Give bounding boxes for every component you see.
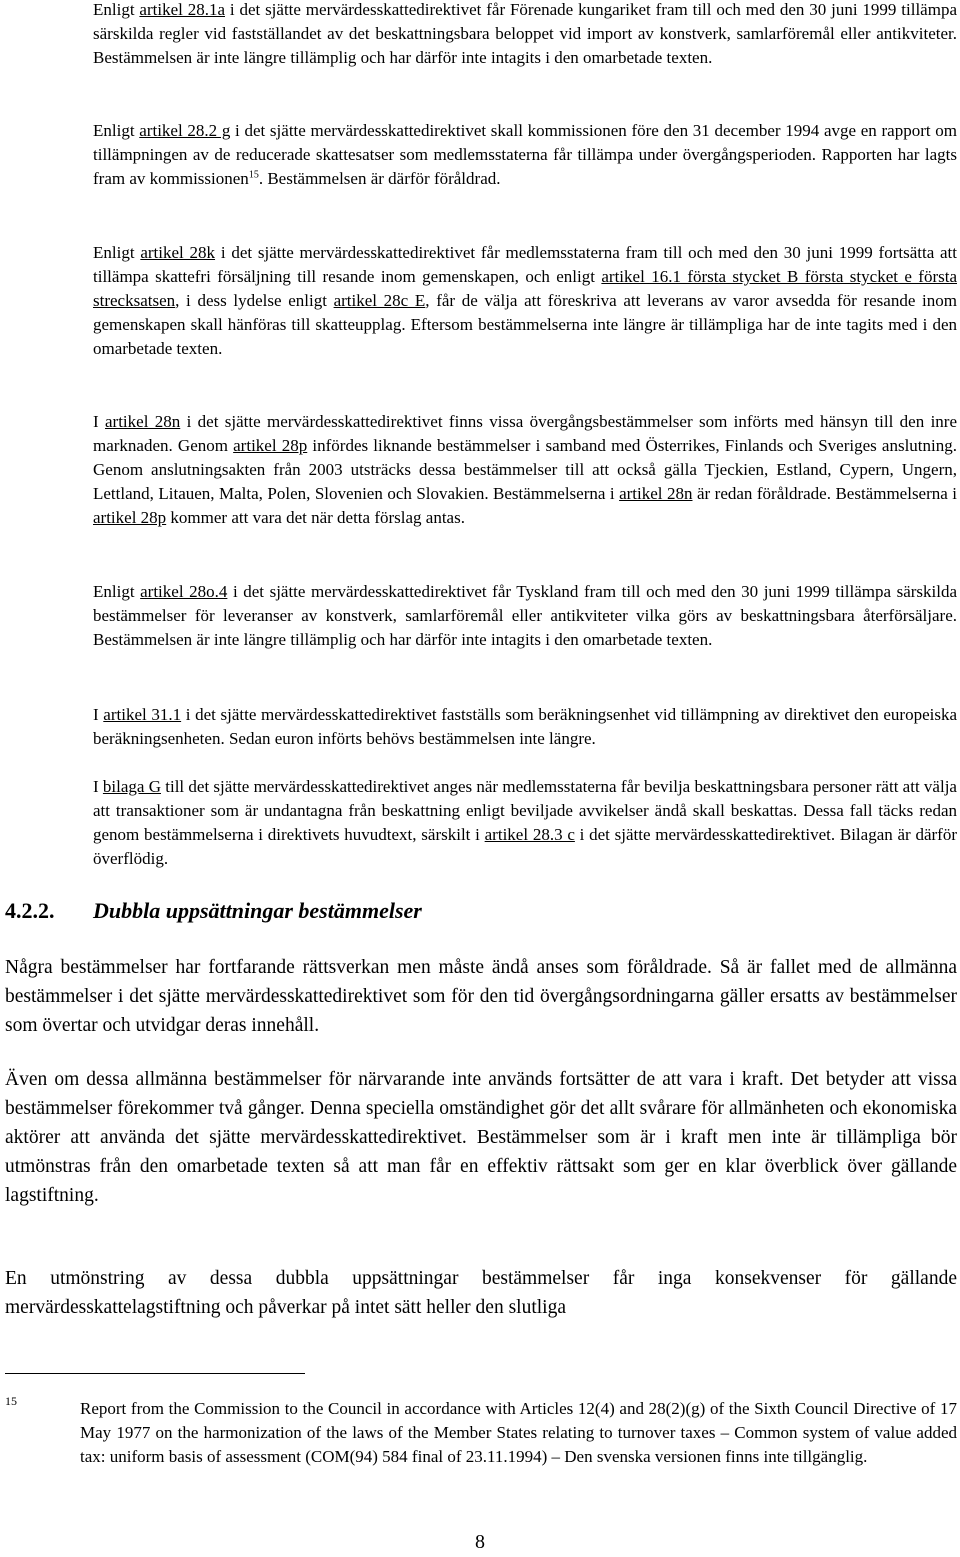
article-reference-link[interactable]: bilaga G bbox=[102, 777, 161, 796]
paragraph-article-28o4 bbox=[93, 580, 957, 652]
paragraph-text: i det sjätte mervärdesskattedirektivet får Tyskland fram till och med den 30 juni 1999 tillämpa särskilda bestämmelser för leveranser av konstverk, samlarföremål eller antikviteter vilka görs av beskattningsbara återförsäljare. Bestämmelsen är inte längre tillämplig och har därför inte intagits i den omarbetade texten. bbox=[93, 582, 958, 649]
section-heading bbox=[5, 898, 422, 924]
paragraph-text: infördes liknande bestämmelser i samband med Österrikes, Finlands och Sveriges anslutning. Genom anslutningsakten från 2003 utsträcks dessa bestämmelser till att också gälla Tjeckien, Estland, Cypern, Ungern, Lettland, Litauen, Malta, Polen, Slovenien och Slovakien. Bestämmelserna i bbox=[93, 436, 957, 503]
article-reference-link[interactable]: artikel 28p bbox=[233, 436, 308, 455]
paragraph-text: Enligt bbox=[93, 243, 141, 262]
article-reference-link[interactable]: artikel 28n bbox=[619, 484, 693, 503]
paragraph-text: i det sjätte mervärdesskattedirektivet får Förenade kungariket fram till och med den 30 juni 1999 tillämpa särskilda regler vid fastställandet av det beskattningsbara beloppet vid import av konstverk, samlarföremål eller antikviteter. Bestämmelsen är inte längre tillämplig och har därför inte intagits i den omarbetade texten. bbox=[93, 0, 957, 67]
article-reference-link[interactable]: artikel 28c E bbox=[333, 291, 426, 310]
article-reference-link[interactable]: artikel 28k bbox=[140, 243, 216, 262]
article-reference-link[interactable]: artikel 28.2 g bbox=[139, 121, 231, 140]
paragraph-text: I bbox=[93, 412, 105, 431]
section-title: Dubbla uppsättningar bestämmelser bbox=[93, 898, 422, 923]
article-reference-link[interactable]: artikel 28.3 c bbox=[484, 825, 575, 844]
paragraph-text: i det sjätte mervärdesskattedirektivet skall kommissionen före den 31 december 1994 avge en rapport om tillämpningen av de reducerade skattesatser som medlemsstaterna får tillämpa under övergångsperioden. Rapporten har lagts fram av kommissionen bbox=[93, 121, 958, 188]
paragraph-article-28k bbox=[93, 241, 957, 361]
paragraph-text: . Bestämmelsen är därför föråldrad. bbox=[258, 169, 501, 188]
paragraph-text: kommer att vara det när detta förslag antas. bbox=[166, 508, 465, 527]
article-reference-link[interactable]: artikel 31.1 bbox=[103, 705, 182, 724]
footnote-text: Report from the Commission to the Council in accordance with Articles 12(4) and 28(2)(g) of the Sixth Council Directive of 17 May 1977 on the harmonization of the laws of the Member States relating to turnover taxes – Common system of value added tax: uniform basis of assessment (COM(94) 584 final of 23.11.1994) – Den svenska versionen finns inte tillgänglig. bbox=[80, 1399, 957, 1466]
paragraph-text: i det sjätte mervärdesskattedirektivet finns vissa övergångsbestämmelser som införts med hänsyn till den inre marknaden. Genom bbox=[93, 412, 957, 455]
article-reference-link[interactable]: artikel 28n bbox=[105, 412, 181, 431]
article-reference-link[interactable]: artikel 28p bbox=[93, 508, 167, 527]
article-reference-link[interactable]: artikel 28.1a bbox=[139, 0, 225, 19]
footnote-number: 15 bbox=[5, 1394, 17, 1408]
paragraph-text: i det sjätte mervärdesskattedirektivet får medlemsstaterna fram till och med den 30 juni 1999 fortsätta att tillämpa skattefri försäljning till resande inom gemenskapen, och enligt bbox=[93, 243, 958, 286]
paragraph-text: I bbox=[93, 777, 103, 796]
paragraph-text: i det sjätte mervärdesskattedirektivet. Bilagan är därför överflödig. bbox=[93, 825, 957, 868]
page-number: 8 bbox=[475, 1531, 485, 1553]
paragraph-article-28n bbox=[93, 410, 957, 530]
paragraph-text: , i dess lydelse enligt bbox=[175, 291, 334, 310]
paragraph-text: till det sjätte mervärdesskattedirektivet anges när medlemsstaterna får bevilja beskattningsbara personer rätt att välja att transaktioner som är undantagna från beskattning enligt beviljade avvikelser ändå skall beskattas. Dessa fall täcks redan genom bestämmelserna i direktivets huvudtext, särskilt i bbox=[93, 777, 957, 844]
paragraph-article-28-1a bbox=[93, 0, 957, 70]
paragraph-text: Enligt bbox=[93, 582, 141, 601]
section-number: 4.2.2. bbox=[5, 898, 55, 923]
paragraph-text: i det sjätte mervärdesskattedirektivet fastställs som beräkningsenhet vid tillämpning av direktivet den europeiska beräkningsenheten. Sedan euron införts behövs bestämmelsen inte längre. bbox=[93, 705, 957, 748]
body-paragraph: Även om dessa allmänna bestämmelser för närvarande inte används fortsätter de att vara i kraft. Det betyder att vissa bestämmelser förekommer två gånger. Denna speciella omständighet gör det allt svårare för allmänheten och ekonomiska aktörer att använda det sjätte mervärdesskattedirektivet. Bestämmelser som är i kraft men inte är tillämpliga bör utmönstras från den omarbetade texten så att man får en effektiv rättsakt som ger en klar överblick över gällande lagstiftning. bbox=[5, 1069, 957, 1206]
paragraph-text: Enligt bbox=[93, 121, 140, 140]
paragraph-text: är redan föråldrade. Bestämmelserna i bbox=[692, 484, 958, 503]
paragraph-article-28-2g bbox=[93, 119, 957, 191]
paragraph-annex-g bbox=[93, 775, 957, 871]
footnote-ref: 15 bbox=[248, 169, 259, 181]
body-paragraph: En utmönstring av dessa dubbla uppsättningar bestämmelser får inga konsekvenser för gällande mervärdesskattelagstiftning och påverkar på intet sätt heller den slutliga bbox=[5, 1268, 957, 1318]
body-paragraph: Några bestämmelser har fortfarande rättsverkan men måste ändå anses som föråldrade. Så är fallet med de allmänna bestämmelser i det sjätte mervärdesskattedirektivet som för den tid övergångsordningarna gäller ersatts av bestämmelser som övertar och utvidgar deras innehåll. bbox=[5, 957, 957, 1036]
paragraph-article-31-1 bbox=[93, 703, 957, 751]
article-reference-link[interactable]: artikel 28o.4 bbox=[140, 582, 228, 601]
footnote-separator bbox=[5, 1373, 305, 1374]
article-reference-link[interactable]: artikel 16.1 första stycket B första stycket e första strecksatsen bbox=[93, 267, 957, 310]
paragraph-text: Enligt bbox=[93, 0, 140, 19]
paragraph-text: I bbox=[93, 705, 104, 724]
paragraph-text: , får de välja att föreskriva att leverans av varor avsedda för resande inom gemenskapen skall hänföras till skatteupplag. Eftersom bestämmelserna inte längre är tillämpliga har de inte tagits med i den omarbetade texten. bbox=[93, 291, 957, 358]
